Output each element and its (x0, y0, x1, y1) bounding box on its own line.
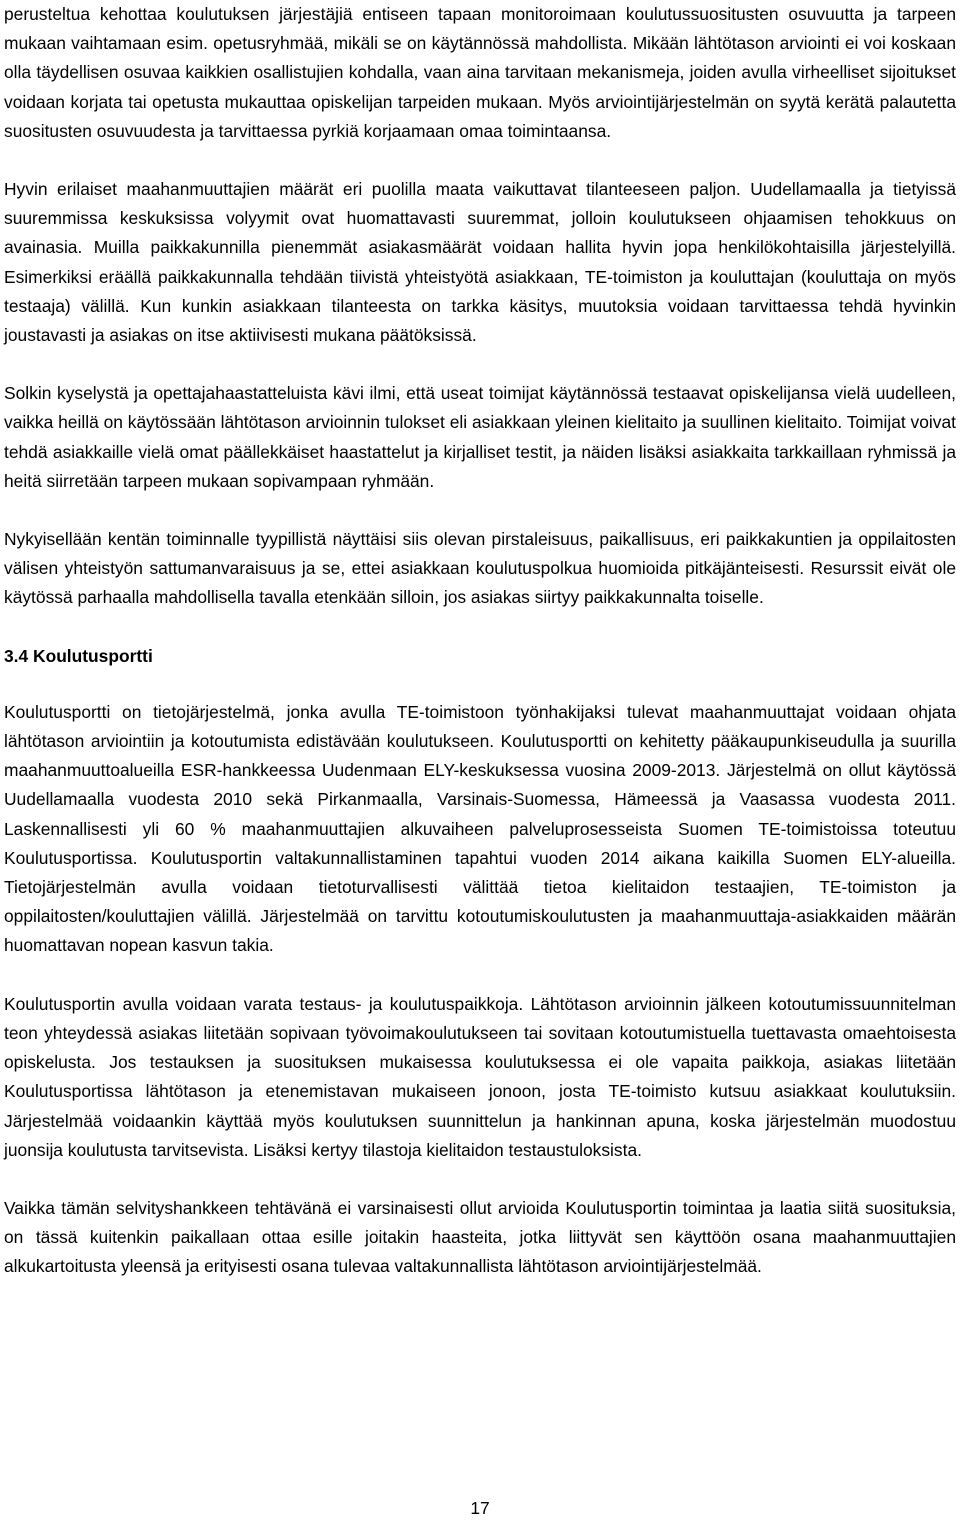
document-page (4, 0, 956, 1311)
paragraph-2: Hyvin erilaiset maahanmuuttajien määrät eri puolilla maata vaikuttavat tilanteeseen paljon. Uudellamaalla ja tietyissä suuremmissa keskuksissa volyymit ovat huomattavasti suuremmat, jolloin koulutukseen ohjaamisen tehokkuus on avainasia. Muilla paikkakunnilla pienemmät asiakasmäärät voidaan hallita hyvin jopa henkilökohtaisilla järjestelyillä. Esimerkiksi eräällä paikkakunnalla tehdään tiivistä yhteistyötä asiakkaan, TE-toimiston ja kouluttajan (kouluttaja on myös testaaja) välillä. Kun kunkin asiakkaan tilanteesta on tarkka käsitys, muutoksia voidaan tarvittaessa tehdä hyvinkin joustavasti ja asiakas on itse aktiivisesti mukana päätöksissä. (4, 179, 956, 346)
paragraph-4: Nykyisellään kentän toiminnalle tyypillistä näyttäisi siis olevan pirstaleisuus, paikallisuus, eri paikkakuntien ja oppilaitosten välisen yhteistyön sattumanvaraisuus ja se, ettei asiakkaan koulutuspolkua huomioida pitkäjänteisesti. Resurssit eivät ole käytössä parhaalla mahdollisella tavalla etenkään silloin, jos asiakas siirtyy paikkakunnalta toiselle. (4, 529, 956, 608)
paragraph-6: Koulutusportin avulla voidaan varata testaus- ja koulutuspaikkoja. Lähtötason arvioinnin jälkeen kotoutumissuunnitelman teon yhteydessä asiakas liitetään sopivaan työvoimakoulutukseen tai sovitaan kotoutumistuella tuettavasta omaehtoisesta opiskelusta. Jos testauksen ja suosituksen mukaisessa koulutuksessa ei ole vapaita paikkoja, asiakas liitetään Koulutusportissa lähtötason ja etenemistavan mukaiseen jonoon, josta TE-toimisto kutsuu asiakkaat koulutuksiin. Järjestelmää voidaankin käyttää myös koulutuksen suunnittelun ja hankinnan apuna, koska järjestelmän muodostuu juonsija koulutusta tarvitsevista. Lisäksi kertyy tilastoja kielitaidon testaustuloksista. (4, 993, 956, 1160)
paragraph-1: perusteltua kehottaa koulutuksen järjestäjiä entiseen tapaan monitoroimaan koulutussuositusten osuvuutta ja tarpeen mukaan vaihtamaan esim. opetusryhmää, mikäli se on käytännössä mahdollista. Mikään lähtötason arviointi ei voi koskaan olla täydellisen osuvaa kaikkien osallistujien kohdalla, vaan aina tarvitaan mekanismeja, joiden avulla virheelliset sijoitukset voidaan korjata tai opetusta mukauttaa opiskelijan tarpeiden mukaan. Myös arviointijärjestelmän on syytä kerätä palautetta suositusten osuvuudesta ja tarvittaessa pyrkiä korjaamaan omaa toimintaansa. (4, 4, 956, 141)
section-heading: 3.4 Koulutusportti (4, 645, 153, 666)
page-number: 17 (470, 1498, 490, 1518)
paragraph-5: Koulutusportti on tietojärjestelmä, jonka avulla TE-toimistoon työnhakijaksi tulevat maahanmuuttajat voidaan ohjata lähtötason arviointiin ja kotoutumista edistävään koulutukseen. Koulutusportti on kehitetty pääkaupunkiseudulla ja suurilla maahanmuuttoalueilla ESR-hankkeessa Uudenmaan ELY-keskuksessa vuosina 2009-2013. Järjestelmä on ollut käytössä Uudellamaalla vuodesta 2010 sekä Pirkanmaalla, Varsinais-Suomessa, Hämeessä ja Vaasassa vuodesta 2011. Laskennallisesti yli 60 % maahanmuuttajien alkuvaiheen palveluprosesseista Suomen TE-toimistoissa toteutuu Koulutusportissa. Koulutusportin valtakunnallistaminen tapahtui vuoden 2014 aikana kaikilla Suomen ELY-alueilla. Tietojärjestelmän avulla voidaan tietoturvallisesti välittää tietoa kielitaidon testaajien, TE-toimiston ja oppilaitosten/kouluttajien välillä. Järjestelmää on tarvittu kotoutumiskoulutusten ja maahanmuuttaja-asiakkaiden määrän huomattavan nopean kasvun takia. (4, 701, 956, 956)
paragraph-7: Vaikka tämän selvityshankkeen tehtävänä ei varsinaisesti ollut arvioida Koulutusportin toimintaa ja laatia siitä suosituksia, on tässä kuitenkin paikallaan ottaa esille joitakin haasteita, jotka liittyvät sen käyttöön osana maahanmuuttajien alkukartoitusta yleensä ja erityisesti osana tulevaa valtakunnallista lähtötason arviointijärjestelmää. (4, 1197, 956, 1277)
paragraph-3: Solkin kyselystä ja opettajahaastatteluista kävi ilmi, että useat toimijat käytännössä testaavat opiskelijansa vielä uudelleen, vaikka heillä on käytössään lähtötason arvioinnin tulokset eli asiakkaan yleinen kielitaito ja suullinen kielitaito. Toimijat voivat tehdä asiakkaille vielä omat päällekkäiset haastattelut ja kirjalliset testit, ja näiden lisäksi asiakkaita tarkkaillaan ryhmissä ja heitä siirretään tarpeen mukaan sopivampaan ryhmään. (4, 383, 956, 491)
